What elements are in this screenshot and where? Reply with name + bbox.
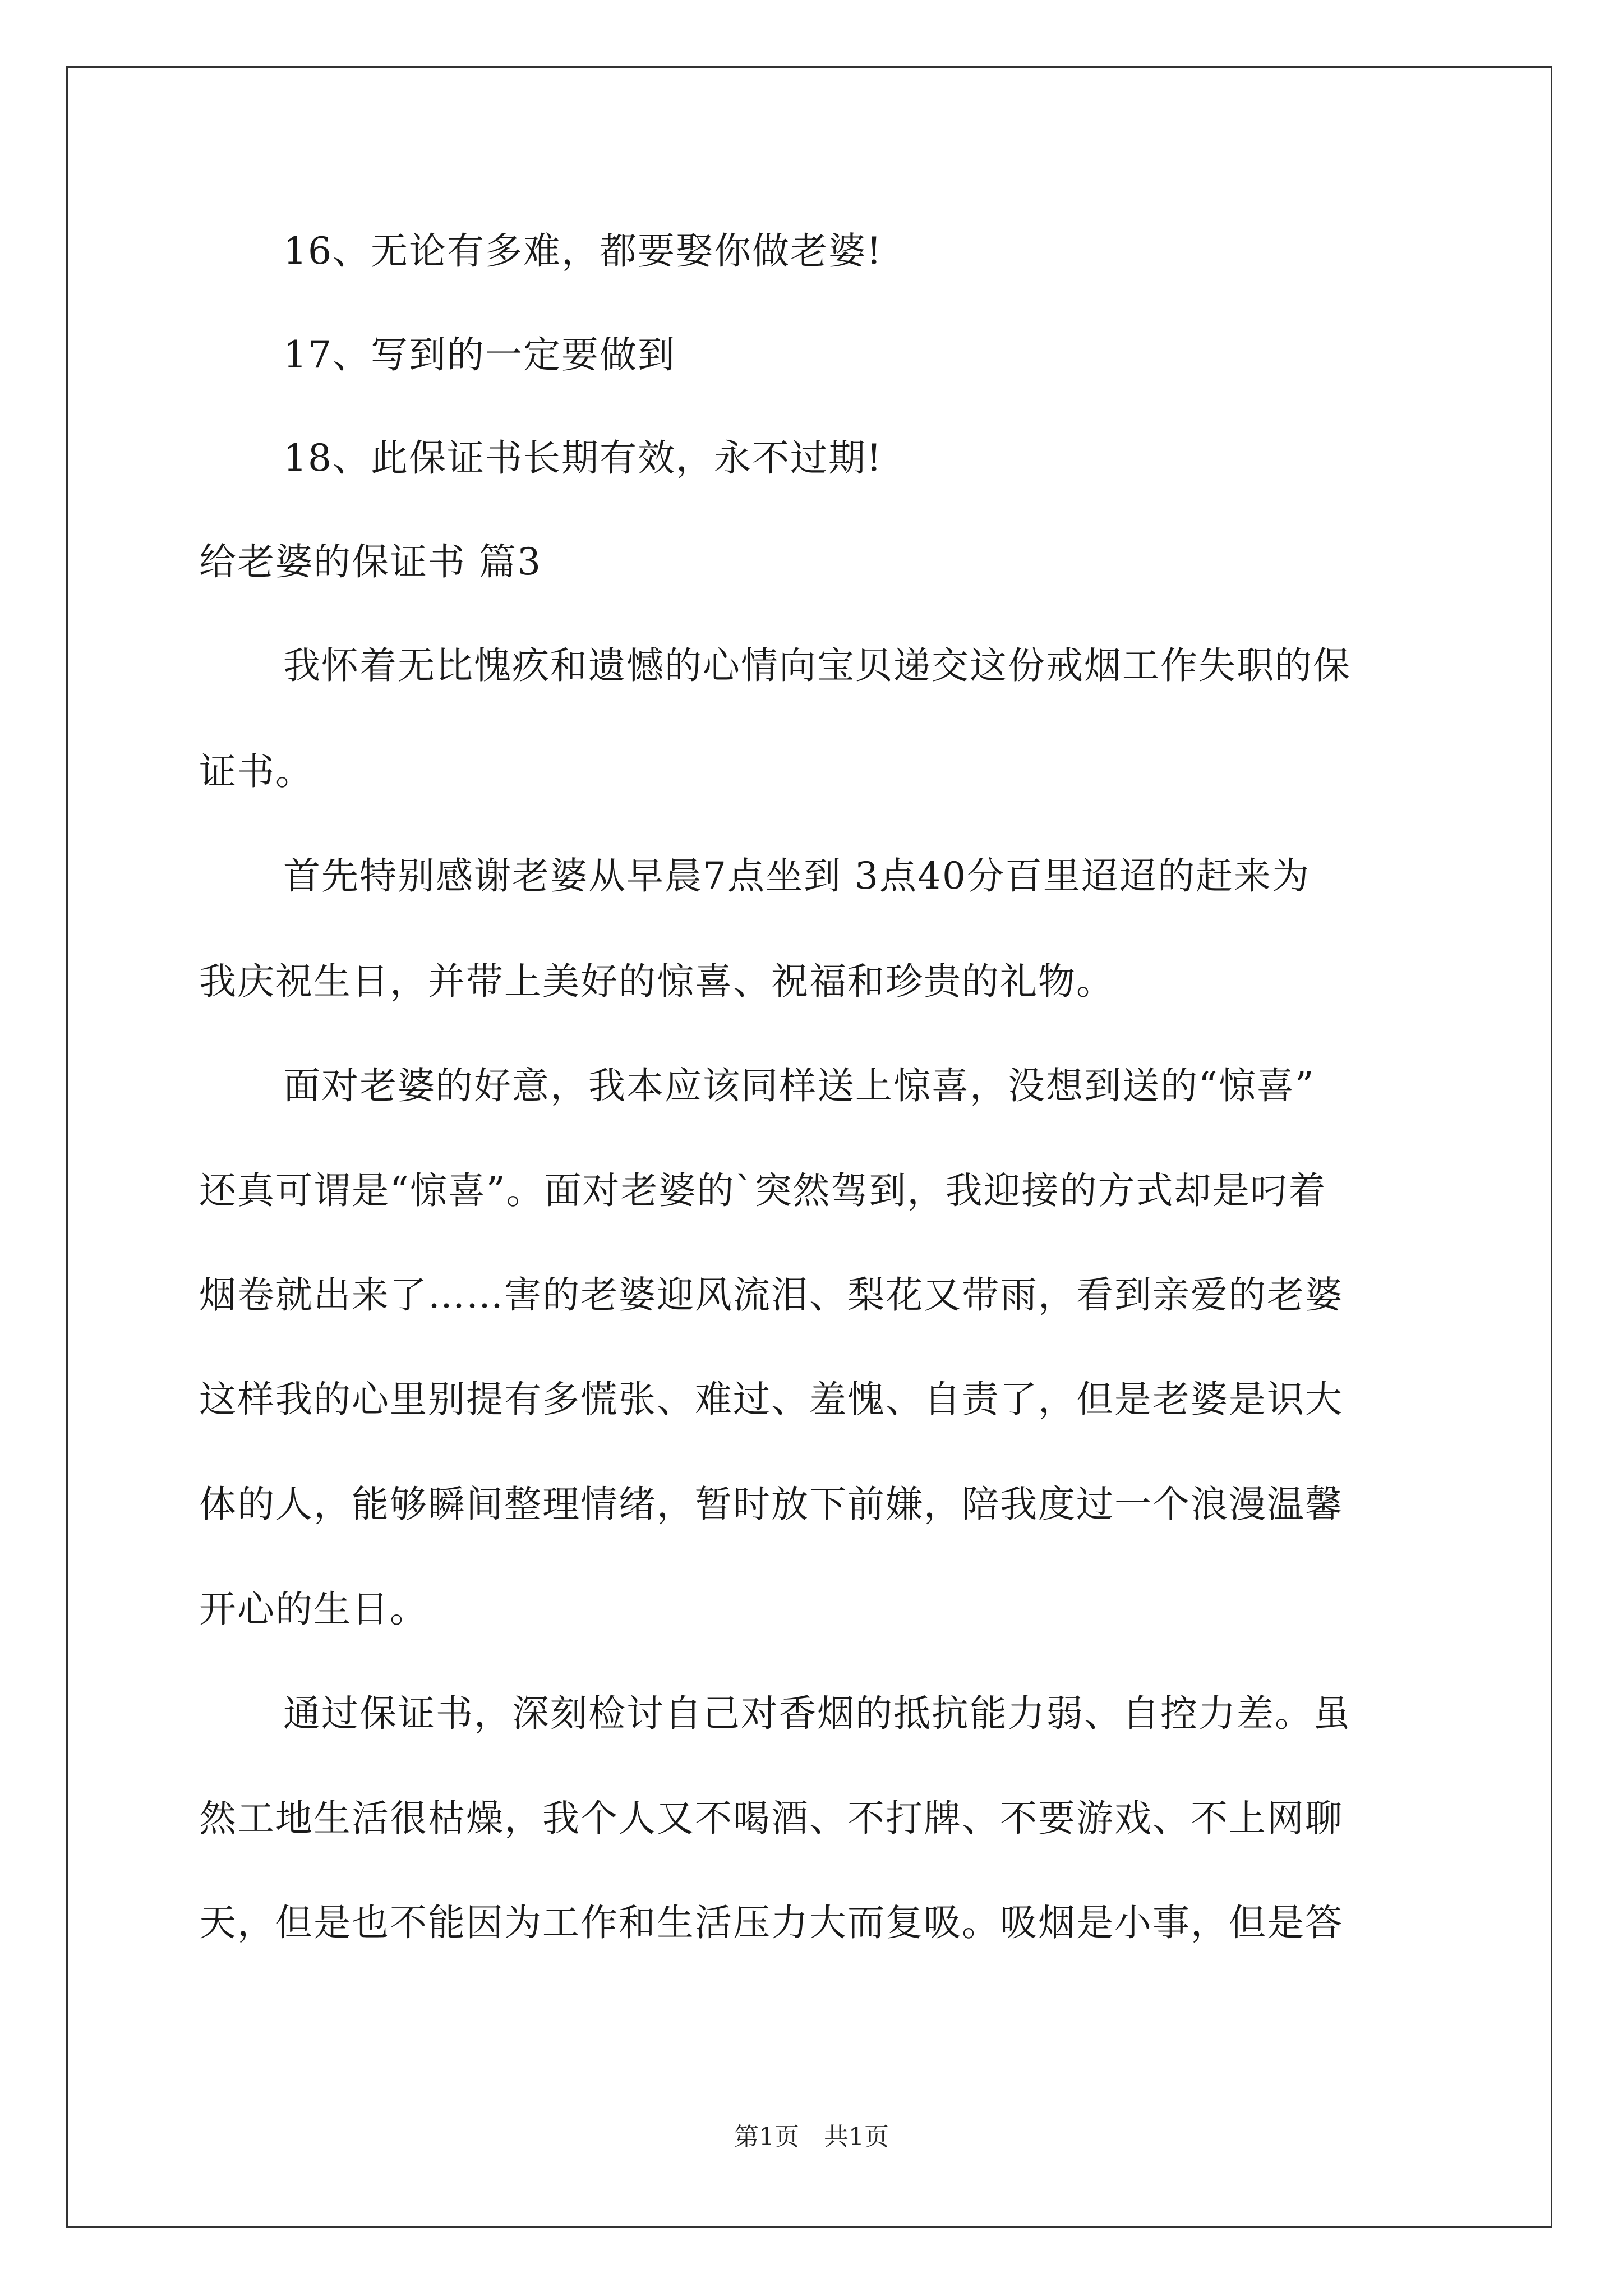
paragraph-line: 证书。 xyxy=(199,750,313,793)
paragraph-line: 然工地生活很枯燥，我个人又不喝酒、不打牌、不要游戏、不上网聊 xyxy=(199,1797,1343,1840)
paragraph-line: 面对老婆的好意，我本应该同样送上惊喜，没想到送的“惊喜” xyxy=(283,1064,1315,1107)
paragraph-line: 通过保证书，深刻检讨自己对香烟的抵抗能力弱、自控力差。虽 xyxy=(283,1692,1351,1735)
list-item-16: 16、无论有多难，都要娶你做老婆! xyxy=(283,229,883,273)
paragraph-line: 还真可谓是“惊喜”。面对老婆的`突然驾到，我迎接的方式却是叼着 xyxy=(199,1169,1327,1212)
paragraph-line: 我庆祝生日，并带上美好的惊喜、祝福和珍贵的礼物。 xyxy=(199,960,1114,1003)
section-heading: 给老婆的保证书 篇3 xyxy=(199,540,542,583)
paragraph-line: 天，但是也不能因为工作和生活压力大而复吸。吸烟是小事，但是答 xyxy=(199,1901,1343,1944)
paragraph-line: 体的人，能够瞬间整理情绪，暂时放下前嫌，陪我度过一个浪漫温馨 xyxy=(199,1483,1343,1526)
paragraph-line: 这样我的心里别提有多慌张、难过、羞愧、自责了，但是老婆是识大 xyxy=(199,1378,1343,1421)
page-footer: 第1页 共1页 xyxy=(734,2123,889,2151)
paragraph-line: 我怀着无比愧疚和遗憾的心情向宝贝递交这份戒烟工作失职的保 xyxy=(283,644,1351,687)
paragraph-line: 烟卷就出来了……害的老婆迎风流泪、梨花又带雨，看到亲爱的老婆 xyxy=(199,1273,1343,1317)
list-item-18: 18、此保证书长期有效，永不过期! xyxy=(283,436,883,480)
paragraph-line: 开心的生日。 xyxy=(199,1588,428,1631)
paragraph-line: 首先特别感谢老婆从早晨7点坐到 3点40分百里迢迢的赶来为 xyxy=(283,854,1310,898)
list-item-17: 17、写到的一定要做到 xyxy=(283,333,676,376)
